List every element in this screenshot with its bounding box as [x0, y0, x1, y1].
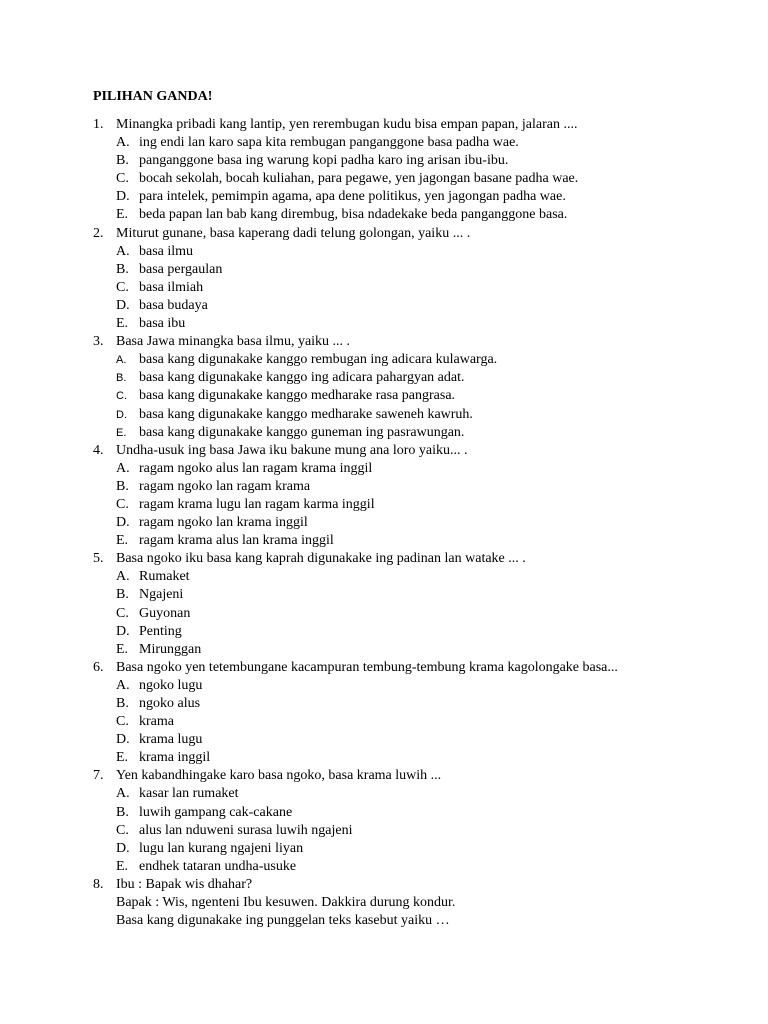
answer-option: [93, 804, 753, 822]
question-line: [93, 333, 753, 351]
option-letter: E.: [116, 426, 127, 439]
question-line: [93, 550, 753, 568]
option-text: krama lugu: [139, 732, 203, 748]
option-text: ing endi lan karo sapa kita rembugan panganggone basa padha wae.: [139, 135, 519, 151]
option-letter: C.: [116, 714, 129, 730]
question-line: [93, 225, 753, 243]
question-text: Ibu : Bapak wis dhahar?: [116, 876, 253, 892]
option-letter: A.: [116, 135, 130, 151]
question-context-line: Basa kang digunakake ing punggelan teks kasebut yaiku …: [116, 913, 450, 929]
question-number: 3.: [93, 334, 104, 350]
option-letter: B.: [116, 478, 129, 494]
question-3: [93, 333, 753, 442]
option-text: endhek tataran undha-usuke: [139, 858, 297, 874]
answer-option: [93, 206, 753, 224]
option-letter: B.: [116, 804, 129, 820]
option-text: ragam ngoko lan ragam krama: [139, 478, 311, 494]
section-heading: PILIHAN GANDA!: [93, 89, 213, 104]
option-text: Mirunggan: [139, 641, 202, 657]
answer-option: [93, 261, 753, 279]
answer-option: [93, 731, 753, 749]
answer-option: [93, 749, 753, 767]
question-text: Yen kabandhingake karo basa ngoko, basa krama luwih ...: [116, 768, 442, 784]
option-letter: E.: [116, 207, 129, 223]
question-number: 7.: [93, 768, 104, 784]
answer-option: [93, 822, 753, 840]
option-text: ragam krama lugu lan ragam karma inggil: [139, 496, 375, 512]
answer-option: [93, 532, 753, 550]
question-number: 6.: [93, 659, 104, 675]
question-list: [93, 116, 753, 930]
option-letter: A.: [116, 569, 130, 585]
answer-option: [93, 243, 753, 261]
option-letter: C.: [116, 605, 129, 621]
question-line: [93, 767, 753, 785]
option-text: basa ilmu: [139, 243, 194, 259]
answer-option: [93, 840, 753, 858]
option-letter: D.: [116, 408, 127, 421]
option-letter: C.: [116, 171, 129, 187]
option-text: kasar lan rumaket: [139, 786, 239, 802]
question-8: [93, 876, 753, 930]
question-text: Basa ngoko yen tetembungane kacampuran tembung-tembung krama kagolongake basa...: [116, 659, 618, 675]
option-text: Penting: [139, 623, 182, 639]
option-letter: D.: [116, 189, 130, 205]
answer-option: [93, 351, 753, 369]
option-text: basa ilmiah: [139, 279, 204, 295]
option-text: luwih gampang cak-cakane: [139, 804, 293, 820]
option-letter: C.: [116, 279, 129, 295]
question-text: Basa Jawa minangka basa ilmu, yaiku ... .: [116, 334, 351, 350]
question-text: Basa ngoko iku basa kang kaprah digunakake ing padinan lan watake ... .: [116, 551, 526, 567]
answer-option: [93, 134, 753, 152]
option-letter: E.: [116, 533, 129, 549]
option-text: basa ibu: [139, 316, 186, 332]
answer-option: [93, 586, 753, 604]
question-context-line: Bapak : Wis, ngenteni Ibu kesuwen. Dakkira durung kondur.: [116, 895, 456, 911]
question-1: [93, 116, 753, 225]
option-text: lugu lan kurang ngajeni liyan: [139, 840, 304, 856]
answer-option: [93, 713, 753, 731]
option-letter: E.: [116, 750, 129, 766]
option-text: ragam krama alus lan krama inggil: [139, 533, 334, 549]
answer-option: [93, 170, 753, 188]
answer-option: [93, 785, 753, 803]
answer-option: [93, 297, 753, 315]
question-line: [93, 116, 753, 134]
option-letter: B.: [116, 696, 129, 711]
option-text: bocah sekolah, bocah kuliahan, para pegawe, yen jagongan basane padha wae.: [139, 171, 579, 187]
option-text: basa kang digunakake kanggo guneman ing pasrawungan.: [139, 424, 465, 440]
answer-option: [93, 369, 753, 387]
option-text: ngoko lugu: [139, 677, 203, 693]
question-7: [93, 767, 753, 876]
question-text: Miturut gunane, basa kaperang dadi telung golongan, yaiku ... .: [116, 225, 471, 241]
answer-option: [93, 496, 753, 514]
option-letter: D.: [116, 297, 130, 313]
option-letter: A.: [116, 677, 130, 693]
option-text: basa kang digunakake kanggo medharake rasa pangrasa.: [139, 388, 456, 404]
answer-option: [93, 424, 753, 442]
option-text: basa pergaulan: [139, 261, 223, 277]
question-text: Undha-usuk ing basa Jawa iku bakune mung ana loro yaiku... .: [116, 442, 468, 458]
answer-option: [93, 514, 753, 532]
question-line: [93, 442, 753, 460]
option-text: panganggone basa ing warung kopi padha karo ing arisan ibu-ibu.: [139, 153, 509, 169]
option-text: ragam ngoko alus lan ragam krama inggil: [139, 460, 373, 476]
option-letter: A.: [116, 460, 130, 476]
answer-option: [93, 695, 753, 713]
option-text: krama: [139, 714, 174, 730]
answer-option: [93, 188, 753, 206]
option-letter: D.: [116, 840, 130, 856]
option-letter: E.: [116, 858, 129, 874]
answer-option: [93, 677, 753, 695]
question-text: Minangka pribadi kang lantip, yen rerembugan kudu bisa empan papan, jalaran ....: [116, 117, 578, 132]
answer-option: [93, 605, 753, 623]
question-6: [93, 659, 753, 768]
option-text: basa kang digunakake kanggo medharake saweneh kawruh.: [139, 406, 473, 422]
option-letter: E.: [116, 316, 129, 332]
question-5: [93, 550, 753, 659]
option-letter: B.: [116, 587, 129, 603]
option-text: beda papan lan bab kang dirembug, bisa ndadekake beda panganggone basa.: [139, 207, 568, 223]
answer-option: [93, 279, 753, 297]
question-number: 8.: [93, 876, 104, 892]
question-line: [93, 876, 753, 894]
option-text: krama inggil: [139, 750, 211, 766]
option-text: Ngajeni: [139, 587, 184, 603]
option-letter: A.: [116, 786, 130, 802]
answer-option: [93, 315, 753, 333]
question-number: 1.: [93, 117, 104, 132]
option-letter: A.: [116, 354, 127, 367]
answer-option: [93, 387, 753, 405]
option-text: basa kang digunakake kanggo rembugan ing adicara kulawarga.: [139, 352, 498, 368]
option-letter: B.: [116, 372, 127, 385]
option-text: basa budaya: [139, 297, 208, 313]
answer-option: [93, 460, 753, 478]
question-line: [93, 659, 753, 677]
option-text: ngoko alus: [139, 696, 201, 711]
option-text: Guyonan: [139, 605, 191, 621]
question-2: [93, 225, 753, 334]
option-letter: D.: [116, 515, 130, 531]
option-text: alus lan nduweni surasa luwih ngajeni: [139, 822, 353, 838]
option-letter: C.: [116, 822, 129, 838]
option-letter: B.: [116, 153, 129, 169]
answer-option: [93, 568, 753, 586]
question-number: 5.: [93, 551, 104, 567]
option-letter: D.: [116, 732, 130, 748]
option-text: para intelek, pemimpin agama, apa dene politikus, yen jagongan padha wae.: [139, 189, 566, 205]
option-letter: C.: [116, 390, 127, 403]
answer-option: [93, 623, 753, 641]
option-letter: D.: [116, 623, 130, 639]
answer-option: [93, 641, 753, 659]
answer-option: [93, 152, 753, 170]
option-text: ragam ngoko lan krama inggil: [139, 515, 308, 531]
option-letter: E.: [116, 641, 129, 657]
option-text: Rumaket: [139, 569, 190, 585]
question-4: [93, 442, 753, 551]
answer-option: [93, 478, 753, 496]
option-letter: C.: [116, 496, 129, 512]
question-number: 2.: [93, 225, 104, 241]
answer-option: [93, 406, 753, 424]
option-letter: B.: [116, 261, 129, 277]
question-number: 4.: [93, 442, 104, 458]
answer-option: [93, 858, 753, 876]
option-letter: A.: [116, 243, 130, 259]
option-text: basa kang digunakake kanggo ing adicara pahargyan adat.: [139, 370, 465, 386]
